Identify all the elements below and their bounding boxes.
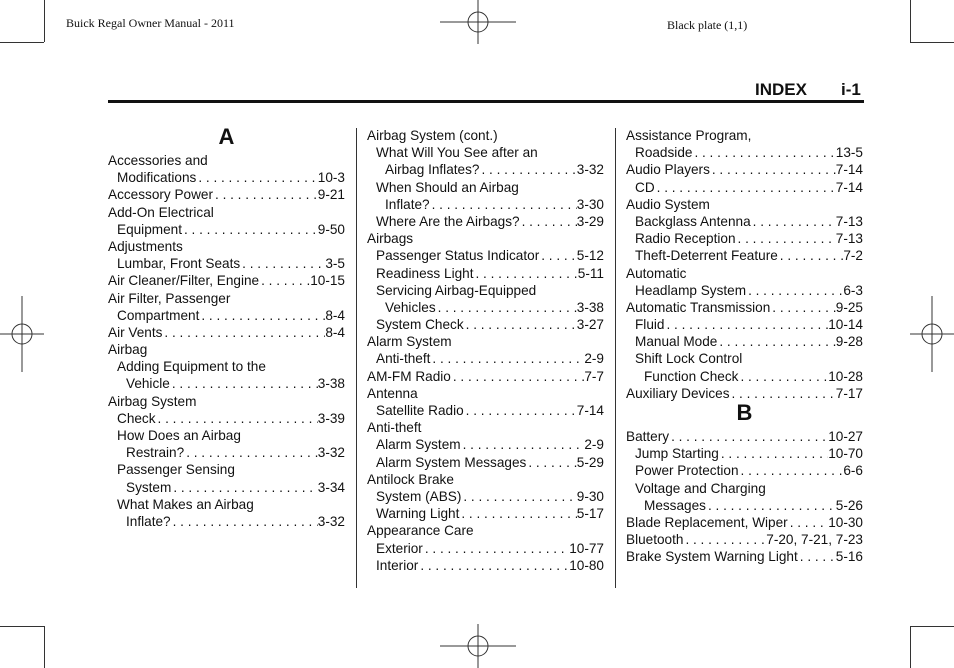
index-entry xyxy=(367,230,604,247)
index-entry xyxy=(367,350,604,367)
index-entry-label: Shift Lock Control xyxy=(635,351,743,367)
index-entry-label: Anti-theft xyxy=(376,351,431,367)
index-entry-page: 3-32 xyxy=(317,513,345,529)
index-entry-label: Passenger Status Indicator xyxy=(376,248,540,264)
crop-mark-bottom-right-h xyxy=(910,626,954,627)
index-entry xyxy=(367,144,604,161)
index-entry xyxy=(108,238,345,255)
manual-title: Buick Regal Owner Manual - 2011 xyxy=(66,16,235,30)
index-entry-page: 5-11 xyxy=(577,265,604,281)
index-entry-label: Air Cleaner/Filter, Engine xyxy=(108,273,260,289)
index-entry xyxy=(626,282,863,299)
index-entry-label: Alarm System xyxy=(367,334,452,350)
index-entry-page: 10-80 xyxy=(569,557,604,573)
index-entry-label: Equipment xyxy=(117,221,182,237)
index-entry-label: Appearance Care xyxy=(367,523,474,539)
index-entry-label: How Does an Airbag xyxy=(117,428,241,443)
registration-mark-left xyxy=(0,296,44,372)
dot-leader xyxy=(751,213,836,230)
index-entry-page: 3-38 xyxy=(576,299,604,315)
index-entry-label: Air Filter, Passenger xyxy=(108,290,231,306)
index-entry-label: Warning Light xyxy=(376,506,460,522)
index-entry-page: 9-30 xyxy=(576,488,604,504)
index-entry xyxy=(367,368,604,385)
dot-leader xyxy=(692,144,835,161)
dot-leader xyxy=(459,505,576,522)
section-letter: A xyxy=(218,124,235,149)
index-entry-label: Modifications xyxy=(117,170,197,186)
index-entry-page: 5-12 xyxy=(576,248,604,264)
index-entry xyxy=(626,161,863,178)
index-entry xyxy=(108,169,345,186)
index-entry-label: Airbags xyxy=(367,231,414,247)
dot-leader xyxy=(798,548,836,565)
index-entry-label: Battery xyxy=(626,429,670,444)
index-entry-label: Servicing Airbag-Equipped xyxy=(376,282,537,298)
index-entry-label: Theft-Deterrent Feature xyxy=(635,248,778,264)
index-entry-label: Fluid xyxy=(635,317,665,333)
crop-mark-top-right-v xyxy=(910,0,911,42)
index-entry-label: Airbag System xyxy=(108,393,197,409)
index-entry-label: Compartment xyxy=(117,307,200,323)
index-entry-label: Blade Replacement, Wiper xyxy=(626,514,788,530)
dot-leader xyxy=(474,265,578,282)
section-letter-row xyxy=(108,124,345,150)
index-entry xyxy=(367,247,604,264)
index-entry-label: When Should an Airbag xyxy=(376,179,519,195)
index-entry-label: Airbag xyxy=(108,342,148,358)
index-entry xyxy=(367,316,604,333)
index-entry xyxy=(626,316,863,333)
crop-mark-top-left-h xyxy=(0,42,44,43)
index-entry-page: 7-20, 7-21, 7-23 xyxy=(766,532,863,548)
index-entry-label: Satellite Radio xyxy=(376,403,464,418)
index-entry-page: 3-30 xyxy=(576,196,604,212)
dot-leader xyxy=(213,186,318,203)
index-entry-page: 3-34 xyxy=(317,479,345,495)
index-entry xyxy=(626,462,863,479)
index-entry xyxy=(367,505,604,522)
index-entry xyxy=(367,557,604,574)
index-entry-label: Adding Equipment to the xyxy=(117,359,266,375)
section-letter-row xyxy=(626,400,863,426)
dot-leader xyxy=(184,444,318,461)
dot-leader xyxy=(664,316,828,333)
dot-leader xyxy=(199,307,325,324)
index-entry xyxy=(108,461,345,478)
index-entry xyxy=(108,341,345,358)
index-entry xyxy=(367,419,604,436)
index-entry-label: Interior xyxy=(376,557,419,573)
dot-leader xyxy=(423,540,569,557)
index-entry xyxy=(108,204,345,221)
index-entry-label: Radio Reception xyxy=(635,231,736,247)
index-entry xyxy=(626,333,863,350)
index-entry xyxy=(367,282,604,299)
index-entry-label: Jump Starting xyxy=(635,446,719,462)
index-entry-label: Headlamp System xyxy=(635,282,747,298)
dot-leader xyxy=(479,161,576,178)
index-entry-page: 7-17 xyxy=(835,385,863,401)
index-entry xyxy=(626,127,863,144)
index-entry-label: Passenger Sensing xyxy=(117,462,235,478)
dot-leader xyxy=(240,255,325,272)
index-entry-label: Air Vents xyxy=(108,324,163,340)
dot-leader xyxy=(461,436,585,453)
index-entry-page: 7-13 xyxy=(835,213,863,229)
header-rule xyxy=(108,100,864,103)
index-entry-label: Where Are the Airbags? xyxy=(376,213,520,229)
index-entry xyxy=(108,393,345,410)
dot-leader xyxy=(788,514,829,531)
index-entry-label: Power Protection xyxy=(635,463,739,479)
dot-leader xyxy=(746,282,843,299)
index-entry xyxy=(367,454,604,471)
index-entry-page: 9-21 xyxy=(317,187,345,203)
dot-leader xyxy=(778,247,844,264)
index-entry xyxy=(626,247,863,264)
index-entry-label: Automatic Transmission xyxy=(626,299,771,315)
dot-leader xyxy=(259,272,310,289)
index-entry xyxy=(108,410,345,427)
index-entry-label: Exterior xyxy=(376,540,423,556)
index-entry xyxy=(626,230,863,247)
index-entry-label: Anti-theft xyxy=(367,420,422,436)
index-entry xyxy=(108,186,345,203)
dot-leader xyxy=(526,454,576,471)
index-entry-label: Add-On Electrical xyxy=(108,204,214,220)
plate-label: Black plate (1,1) xyxy=(667,18,748,32)
dot-leader xyxy=(196,169,317,186)
column-divider-1 xyxy=(356,128,357,588)
dot-leader xyxy=(430,350,584,367)
dot-leader xyxy=(738,368,828,385)
index-entry xyxy=(367,488,604,505)
dot-leader xyxy=(430,196,577,213)
registration-mark-bottom xyxy=(440,624,516,668)
dot-leader xyxy=(182,221,318,238)
index-entry-label: Airbag System (cont.) xyxy=(367,128,498,143)
index-entry-label: Inflate? xyxy=(126,513,171,529)
index-entry-label: Accessories and xyxy=(108,153,208,168)
index-entry-label: Check xyxy=(117,410,156,426)
index-entry-label: Alarm System Messages xyxy=(376,454,527,470)
index-entry-label: Auxiliary Devices xyxy=(626,385,730,401)
index-entry xyxy=(626,445,863,462)
index-entry-label: Function Check xyxy=(644,368,739,384)
crop-mark-top-left-v xyxy=(44,0,45,42)
index-entry-label: Backglass Antenna xyxy=(635,213,751,229)
index-entry xyxy=(626,428,863,445)
index-entry-label: Accessory Power xyxy=(108,187,214,203)
index-entry-label: What Will You See after an xyxy=(376,145,538,161)
dot-leader xyxy=(464,402,577,419)
column-divider-2 xyxy=(615,128,616,588)
index-title: INDEX xyxy=(755,80,807,99)
index-entry-label: Manual Mode xyxy=(635,334,718,350)
index-entry-label: Vehicles xyxy=(385,299,436,315)
index-entry-label: System Check xyxy=(376,317,464,333)
index-entry-label: Bluetooth xyxy=(626,532,684,548)
dot-leader xyxy=(770,299,835,316)
index-entry-page: 3-32 xyxy=(576,162,604,178)
index-entry xyxy=(367,385,604,402)
index-entry-page: 10-77 xyxy=(569,540,604,556)
index-entry-label: Messages xyxy=(644,497,706,513)
index-entry-page: 3-5 xyxy=(325,256,345,272)
index-entry xyxy=(108,444,345,461)
index-entry-page: 7-13 xyxy=(835,231,863,247)
index-entry-label: CD xyxy=(635,179,655,195)
dot-leader xyxy=(706,497,836,514)
index-entry-label: What Makes an Airbag xyxy=(117,496,254,512)
index-entry xyxy=(108,427,345,444)
index-entry-page: 8-4 xyxy=(325,324,345,340)
index-entry xyxy=(626,497,863,514)
index-entry-label: Audio Players xyxy=(626,162,710,178)
index-entry xyxy=(626,350,863,367)
dot-leader xyxy=(520,213,577,230)
index-column-2 xyxy=(367,127,604,574)
index-entry-page: 6-6 xyxy=(843,463,863,479)
crop-mark-top-right-h xyxy=(910,42,954,43)
index-entry-label: Assistance Program, xyxy=(626,128,752,143)
index-entry xyxy=(626,144,863,161)
index-entry-label: AM-FM Radio xyxy=(367,368,451,384)
index-entry xyxy=(367,265,604,282)
dot-leader xyxy=(156,410,318,427)
index-column-3 xyxy=(626,127,863,566)
index-entry-page: 2-9 xyxy=(584,351,604,367)
index-entry-page: 7-2 xyxy=(843,248,863,264)
index-entry xyxy=(626,179,863,196)
index-entry-label: Restrain? xyxy=(126,445,185,461)
index-entry-page: 5-29 xyxy=(576,454,604,470)
index-entry xyxy=(108,513,345,530)
page-number: i-1 xyxy=(841,80,861,99)
index-entry-label: Readiness Light xyxy=(376,265,474,281)
index-entry-page: 10-27 xyxy=(828,429,863,444)
dot-leader xyxy=(464,316,577,333)
dot-leader xyxy=(539,247,577,264)
index-entry xyxy=(367,299,604,316)
index-entry-page: 5-26 xyxy=(835,497,863,513)
index-entry xyxy=(108,307,345,324)
crop-mark-bottom-left-v xyxy=(44,626,45,668)
index-entry-page: 10-30 xyxy=(828,514,863,530)
index-entry-page: 6-3 xyxy=(843,282,863,298)
index-entry xyxy=(367,436,604,453)
index-entry xyxy=(108,221,345,238)
index-entry-label: Antilock Brake xyxy=(367,471,454,487)
index-entry xyxy=(367,127,604,144)
index-entry-page: 8-4 xyxy=(325,307,345,323)
index-entry-page: 10-3 xyxy=(317,170,345,186)
index-entry xyxy=(367,402,604,419)
index-entry-label: Lumbar, Front Seats xyxy=(117,256,241,272)
index-entry-page: 5-16 xyxy=(835,549,863,565)
dot-leader xyxy=(162,324,325,341)
dot-leader xyxy=(717,333,835,350)
index-entry-page: 3-27 xyxy=(576,317,604,333)
index-entry-page: 3-38 xyxy=(317,376,345,392)
index-entry-label: Roadside xyxy=(635,145,693,161)
index-entry-page: 13-5 xyxy=(835,145,863,161)
index-entry xyxy=(367,161,604,178)
dot-leader xyxy=(719,445,828,462)
index-entry-page: 3-39 xyxy=(317,410,345,426)
index-entry xyxy=(108,358,345,375)
crop-mark-bottom-left-h xyxy=(0,626,44,627)
index-entry-label: Adjustments xyxy=(108,238,183,254)
index-entry xyxy=(626,480,863,497)
index-entry xyxy=(367,522,604,539)
dot-leader xyxy=(171,479,317,496)
index-entry xyxy=(626,299,863,316)
index-entry xyxy=(367,196,604,213)
index-entry xyxy=(108,255,345,272)
index-entry-page: 10-14 xyxy=(828,317,863,333)
dot-leader xyxy=(418,557,569,574)
index-entry-label: Alarm System xyxy=(376,437,461,453)
index-entry xyxy=(626,548,863,565)
dot-leader xyxy=(739,462,844,479)
index-entry xyxy=(626,368,863,385)
index-entry xyxy=(367,471,604,488)
index-column-1 xyxy=(108,126,345,530)
index-entry xyxy=(108,479,345,496)
index-entry xyxy=(367,540,604,557)
index-entry xyxy=(367,213,604,230)
dot-leader xyxy=(655,179,836,196)
index-entry-page: 9-25 xyxy=(835,299,863,315)
index-entry-page: 10-15 xyxy=(310,273,345,289)
index-entry xyxy=(108,375,345,392)
index-entry xyxy=(626,213,863,230)
index-entry xyxy=(626,196,863,213)
index-entry xyxy=(108,272,345,289)
index-entry-label: Automatic xyxy=(626,265,687,281)
index-entry xyxy=(367,179,604,196)
index-entry-label: Brake System Warning Light xyxy=(626,549,798,565)
index-entry-page: 3-29 xyxy=(576,213,604,229)
index-entry xyxy=(626,265,863,282)
index-entry-page: 10-28 xyxy=(828,368,863,384)
dot-leader xyxy=(683,531,766,548)
index-entry-label: Inflate? xyxy=(385,196,430,212)
dot-leader xyxy=(436,299,577,316)
index-entry-page: 5-17 xyxy=(576,506,604,522)
index-entry-label: Airbag Inflates? xyxy=(385,162,480,178)
index-entry xyxy=(626,514,863,531)
index-entry-page: 7-14 xyxy=(835,179,863,195)
index-entry-page: 7-14 xyxy=(835,162,863,178)
registration-mark-top xyxy=(440,0,516,44)
dot-leader xyxy=(669,428,828,445)
index-entry-label: System (ABS) xyxy=(376,488,462,504)
index-entry xyxy=(108,290,345,307)
crop-mark-bottom-right-v xyxy=(910,626,911,668)
index-entry-page: 7-7 xyxy=(584,368,604,384)
index-entry xyxy=(108,324,345,341)
index-entry-label: Vehicle xyxy=(126,376,170,392)
dot-leader xyxy=(451,368,585,385)
index-entry-page: 2-9 xyxy=(584,437,604,453)
index-entry-page: 10-70 xyxy=(828,446,863,462)
section-letter: B xyxy=(736,400,753,425)
index-entry-page: 9-50 xyxy=(317,221,345,237)
index-entry xyxy=(108,496,345,513)
dot-leader xyxy=(710,161,836,178)
dot-leader xyxy=(461,488,576,505)
index-entry-label: System xyxy=(126,479,172,495)
index-entry-page: 7-14 xyxy=(576,403,604,418)
index-entry xyxy=(626,531,863,548)
dot-leader xyxy=(170,375,318,392)
index-entry xyxy=(108,152,345,169)
index-entry-label: Audio System xyxy=(626,196,710,212)
dot-leader xyxy=(736,230,836,247)
dot-leader xyxy=(171,513,318,530)
index-entry-page: 3-32 xyxy=(317,445,345,461)
index-entry-page: 9-28 xyxy=(835,334,863,350)
index-entry-label: Antenna xyxy=(367,385,418,401)
index-entry-label: Voltage and Charging xyxy=(635,480,766,496)
index-entry xyxy=(367,333,604,350)
registration-mark-right xyxy=(910,296,954,372)
